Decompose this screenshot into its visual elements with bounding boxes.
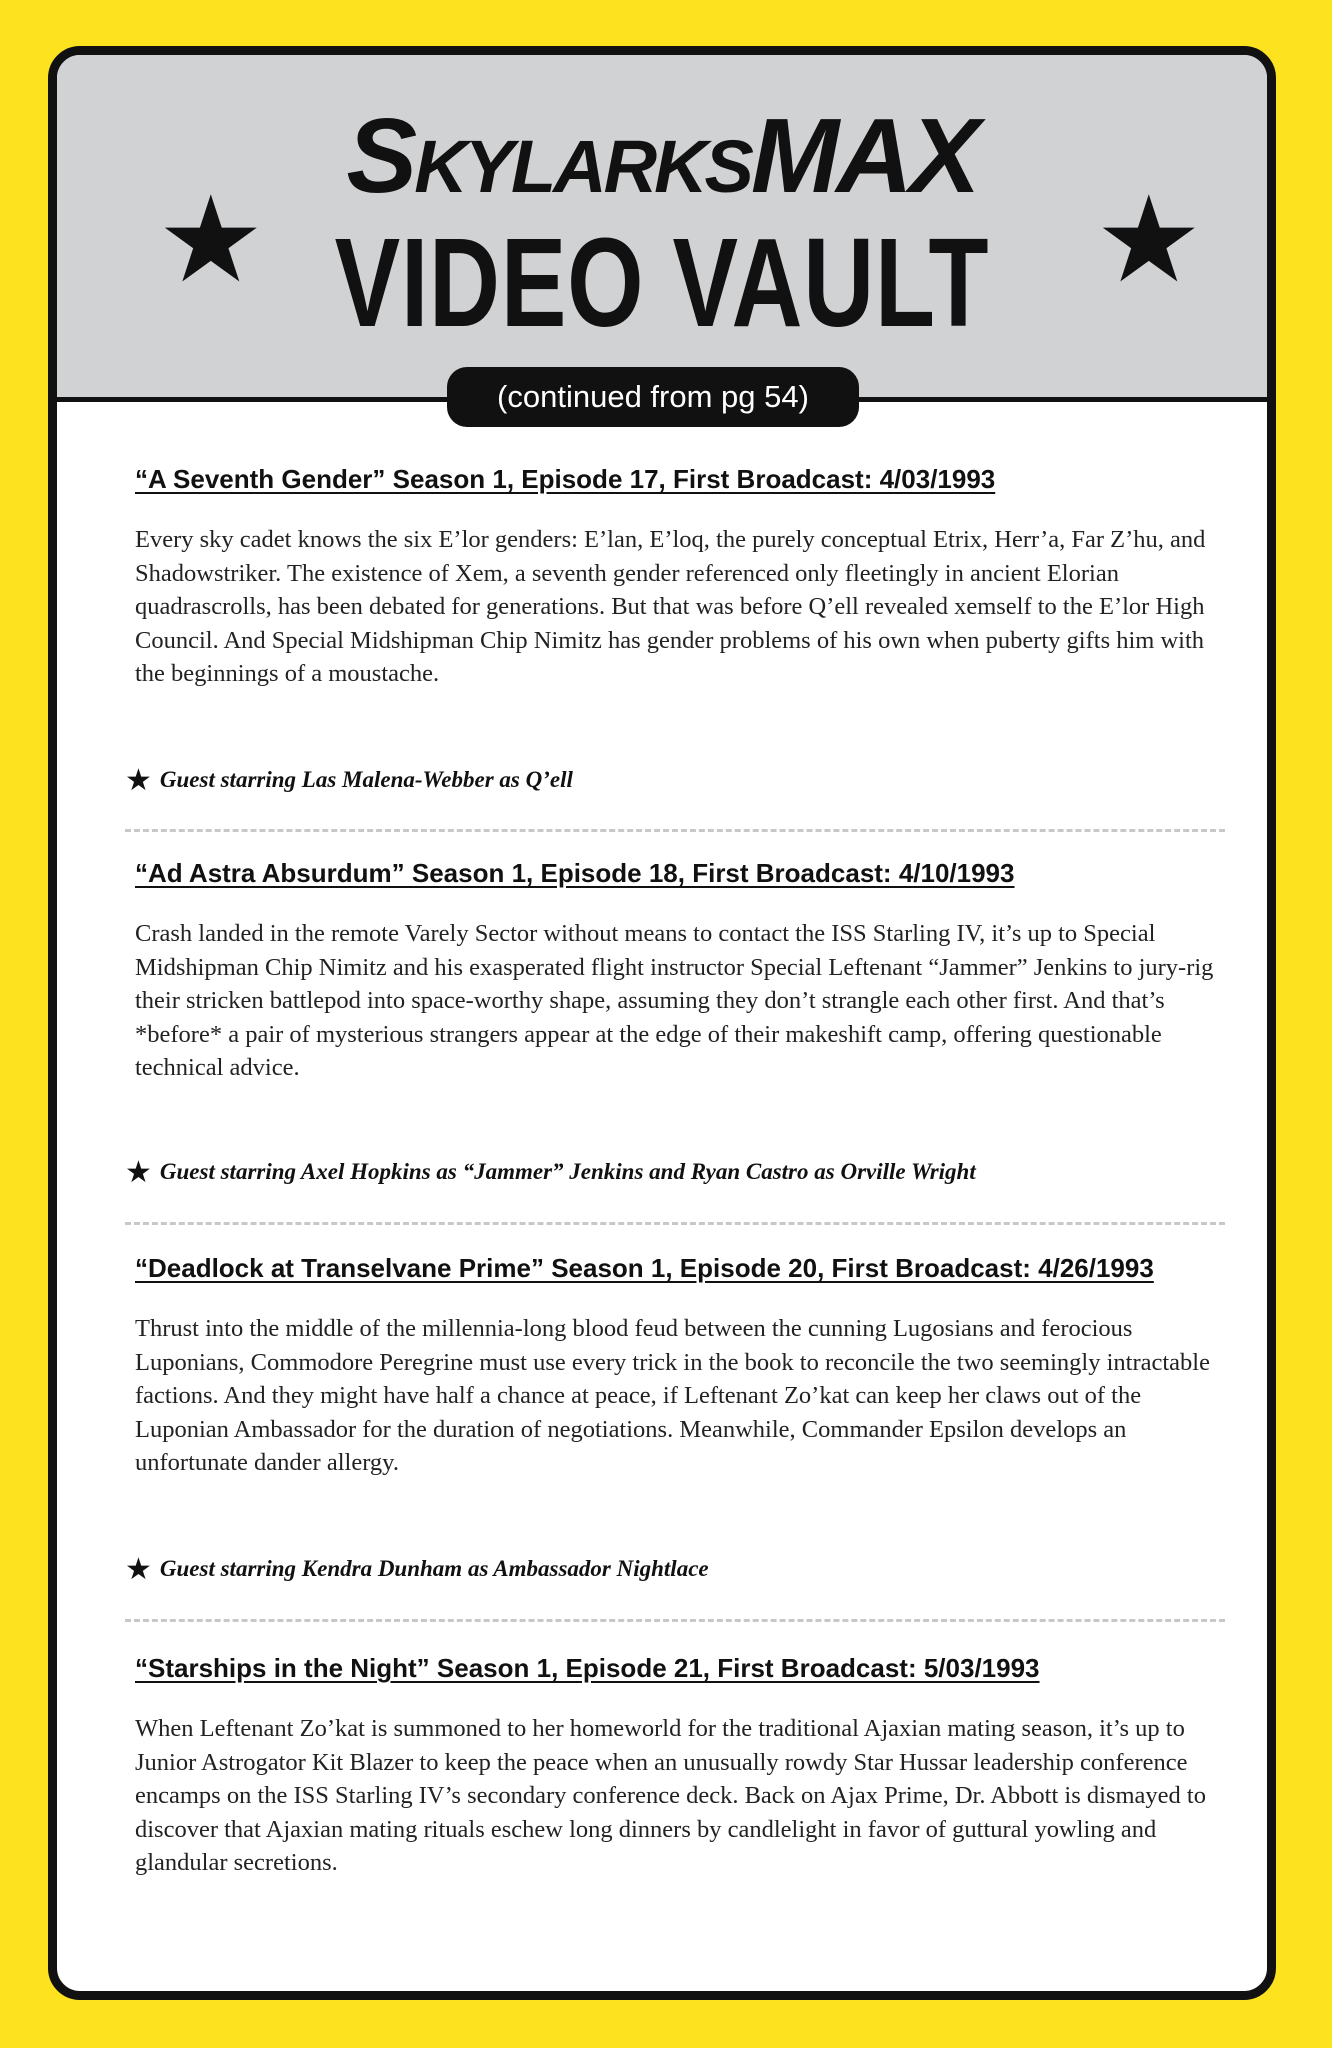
episode-entry xyxy=(135,1252,1276,1480)
episode-title: “Ad Astra Absurdum” Season 1, Episode 18, First Broadcast: 4/10/1993 xyxy=(135,858,1015,888)
guest-text: Guest starring Las Malena-Webber as Q’ell xyxy=(159,767,573,792)
episode-entry xyxy=(135,1652,1276,1880)
episode-entry xyxy=(135,857,1276,1085)
episode-description: Thrust into the middle of the millennia-long blood feud between the cunning Lugosians and ferocious Luponians, Commodore Peregrine must use every trick in the book to reconcile the two seemingly intractable factions. And they might have half a chance at peace, if Leftenant Zo’kat can keep her claws out of the Luponian Ambassador for the duration of negotiations. Meanwhile, Commander Epsilon develops an unfortunate dander allergy. xyxy=(135,1315,1210,1476)
episode-list xyxy=(57,55,1267,1991)
section-title: VIDEO VAULT xyxy=(334,212,990,353)
star-icon: ★ xyxy=(125,1155,152,1190)
logo-title: SkylarksMAX xyxy=(346,97,978,215)
star-icon: ★ xyxy=(125,763,152,798)
episode-description: When Leftenant Zo’kat is summoned to her homeworld for the traditional Ajaxian mating season, it’s up to Junior Astrogator Kit Blazer to keep the peace when an unusually rowdy Star Hussar leadership conference encamps on the ISS Starling IV’s secondary conference deck. Back on Ajax Prime, Dr. Abbott is dismayed to discover that Ajaxian mating rituals eschew long dinners by candlelight in favor of guttural yowling and glandular secretions. xyxy=(135,1715,1206,1876)
dashed-divider xyxy=(125,1222,1225,1225)
guest-credit xyxy=(125,763,573,798)
dashed-divider xyxy=(125,829,1225,832)
star-icon: ★ xyxy=(157,171,265,310)
episode-title: “Starships in the Night” Season 1, Episode 21, First Broadcast: 5/03/1993 xyxy=(135,1653,1040,1683)
episode-entry xyxy=(135,463,1276,691)
episode-title: “A Seventh Gender” Season 1, Episode 17, First Broadcast: 4/03/1993 xyxy=(135,464,996,494)
guest-credit xyxy=(125,1155,976,1190)
continued-badge: (continued from pg 54) xyxy=(447,367,859,427)
guest-credit xyxy=(125,1552,709,1587)
star-icon: ★ xyxy=(1095,171,1203,310)
guest-text: Guest starring Axel Hopkins as “Jammer” Jenkins and Ryan Castro as Orville Wright xyxy=(159,1159,976,1184)
episode-description: Every sky cadet knows the six E’lor genders: E’lan, E’loq, the purely conceptual Etrix, Herr’a, Far Z’hu, and Shadowstriker. The existence of Xem, a seventh gender referenced only fleetingly in ancient Elorian quadrascrolls, has been debated for generations. But that was before Q’ell revealed xemself to the E’lor High Council. And Special Midshipman Chip Nimitz has gender problems of his own when puberty gifts him with the beginnings of a moustache. xyxy=(135,526,1206,687)
episode-description: Crash landed in the remote Varely Sector without means to contact the ISS Starling IV, it’s up to Special Midshipman Chip Nimitz and his exasperated flight instructor Special Leftenant “Jammer” Jenkins to jury-rig their stricken battlepod into space-worthy shape, assuming they don’t strangle each other first. And that’s *before* a pair of mysterious strangers appear at the edge of their makeshift camp, offering questionable technical advice. xyxy=(135,920,1214,1081)
dashed-divider xyxy=(125,1619,1225,1622)
vault-card xyxy=(48,46,1276,2000)
guest-text: Guest starring Kendra Dunham as Ambassador Nightlace xyxy=(159,1556,709,1581)
episode-title: “Deadlock at Transelvane Prime” Season 1, Episode 20, First Broadcast: 4/26/1993 xyxy=(135,1253,1154,1283)
star-icon: ★ xyxy=(125,1552,152,1587)
